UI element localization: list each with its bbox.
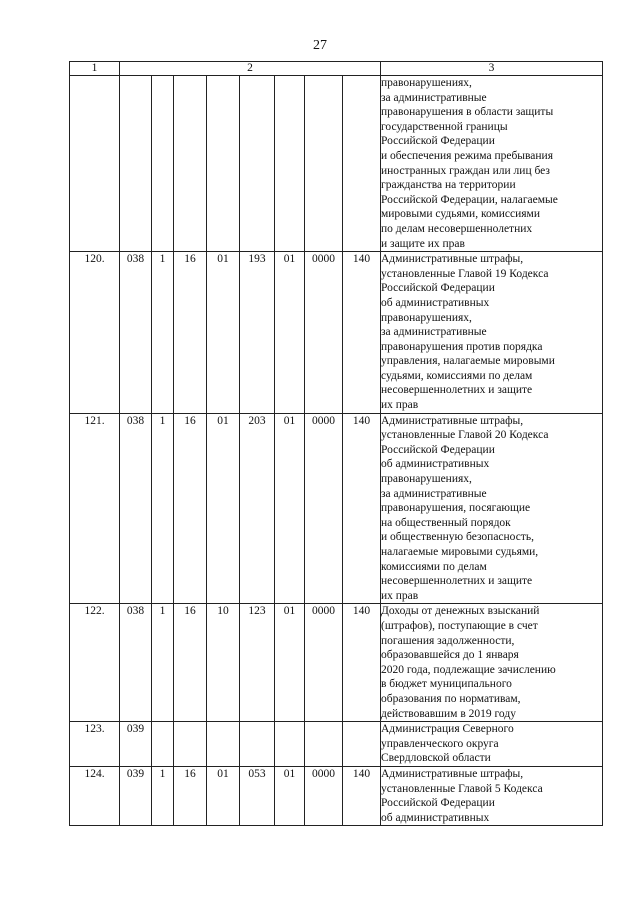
group-code: 1 — [152, 252, 174, 414]
revenue-name: Административные штрафы, установленные Главой 5 Кодекса Российской Федерации об административных — [381, 766, 603, 825]
article-code — [207, 722, 240, 767]
revenue-name: Административные штрафы, установленные Главой 20 Кодекса Российской Федерации об административных правонарушениях, за административные правонарушения, посягающие на общественный порядок и общественную безопасность, налагаемые мировыми судьями, комиссиями по делам несовершеннолетних и защите их прав — [381, 413, 603, 604]
admin-code: 038 — [120, 252, 152, 414]
subarticle-code: 053 — [240, 766, 275, 825]
subarticle-code: 193 — [240, 252, 275, 414]
table-row — [70, 766, 603, 825]
article-code: 10 — [207, 604, 240, 722]
admin-code: 039 — [120, 722, 152, 767]
program-code — [305, 76, 343, 252]
table-body — [70, 76, 603, 826]
subgroup-code: 16 — [174, 252, 207, 414]
subgroup-code — [174, 722, 207, 767]
admin-code — [120, 76, 152, 252]
group-code: 1 — [152, 413, 174, 604]
row-number — [70, 76, 120, 252]
element-code — [275, 76, 305, 252]
admin-code: 038 — [120, 413, 152, 604]
program-code: 0000 — [305, 413, 343, 604]
kosgu-code: 140 — [343, 766, 381, 825]
row-number: 122. — [70, 604, 120, 722]
subgroup-code — [174, 76, 207, 252]
table-row — [70, 604, 603, 722]
kosgu-code: 140 — [343, 604, 381, 722]
table-row — [70, 76, 603, 252]
subgroup-code: 16 — [174, 604, 207, 722]
kosgu-code — [343, 722, 381, 767]
article-code: 01 — [207, 413, 240, 604]
table-row — [70, 413, 603, 604]
group-code: 1 — [152, 604, 174, 722]
revenue-name: Доходы от денежных взысканий (штрафов), поступающие в счет погашения задолженности, образовавшейся до 1 января 2020 года, подлежащие зачислению в бюджет муниципального образования по нормативам, действовавшим в 2019 году — [381, 604, 603, 722]
admin-code: 039 — [120, 766, 152, 825]
group-code: 1 — [152, 766, 174, 825]
article-code — [207, 76, 240, 252]
element-code — [275, 722, 305, 767]
column-header-name: 3 — [381, 62, 603, 76]
group-code — [152, 722, 174, 767]
element-code: 01 — [275, 413, 305, 604]
table-row — [70, 722, 603, 767]
subgroup-code: 16 — [174, 413, 207, 604]
admin-code: 038 — [120, 604, 152, 722]
revenue-name: правонарушениях, за административные правонарушения в области защиты государственной границы Российской Федерации и обеспечения режима пребывания иностранных граждан или лиц без гражданства на территории Российской Федерации, налагаемые мировыми судьями, комиссиями по делам несовершеннолетних и защите их прав — [381, 76, 603, 252]
element-code: 01 — [275, 766, 305, 825]
row-number: 124. — [70, 766, 120, 825]
column-header-code: 2 — [120, 62, 381, 76]
element-code: 01 — [275, 252, 305, 414]
program-code: 0000 — [305, 604, 343, 722]
program-code: 0000 — [305, 766, 343, 825]
page-number: 27 — [313, 38, 327, 53]
revenue-name: Администрация Северного управленческого округа Свердловской области — [381, 722, 603, 767]
subarticle-code: 123 — [240, 604, 275, 722]
article-code: 01 — [207, 252, 240, 414]
row-number: 123. — [70, 722, 120, 767]
program-code — [305, 722, 343, 767]
row-number: 120. — [70, 252, 120, 414]
element-code: 01 — [275, 604, 305, 722]
subgroup-code: 16 — [174, 766, 207, 825]
subarticle-code — [240, 722, 275, 767]
row-number: 121. — [70, 413, 120, 604]
article-code: 01 — [207, 766, 240, 825]
subarticle-code — [240, 76, 275, 252]
table-header-row — [70, 62, 603, 76]
kosgu-code — [343, 76, 381, 252]
program-code: 0000 — [305, 252, 343, 414]
revenue-name: Административные штрафы, установленные Главой 19 Кодекса Российской Федерации об административных правонарушениях, за административные правонарушения против порядка управления, налагаемые мировыми судьями, комиссиями по делам несовершеннолетних и защите их прав — [381, 252, 603, 414]
kosgu-code: 140 — [343, 252, 381, 414]
budget-classification-table — [69, 61, 603, 826]
group-code — [152, 76, 174, 252]
column-header-number: 1 — [70, 62, 120, 76]
subarticle-code: 203 — [240, 413, 275, 604]
kosgu-code: 140 — [343, 413, 381, 604]
table-row — [70, 252, 603, 414]
